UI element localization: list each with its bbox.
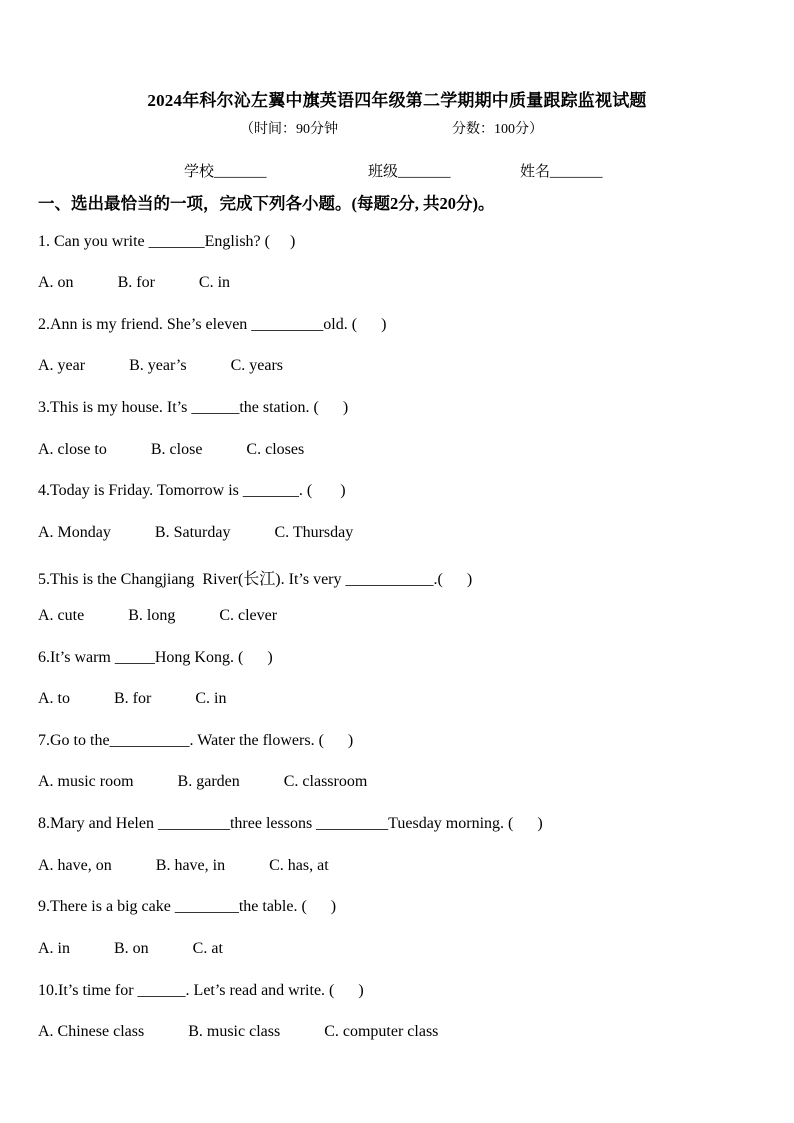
option-a: A. music room <box>38 773 134 790</box>
question-2-options <box>38 357 283 375</box>
option-c: C. at <box>192 940 223 957</box>
question-3-options <box>38 441 304 459</box>
question-5: 5.This is the Changjiang River(长江). It’s very ___________.( ) <box>38 571 473 588</box>
option-c: C. has, at <box>269 857 329 874</box>
option-b: B. close <box>150 441 203 458</box>
question-1: 1. Can you write _______English? ( ) <box>38 233 296 250</box>
option-a: A. have, on <box>38 857 112 874</box>
question-2: 2.Ann is my friend. She’s eleven _________old. ( ) <box>38 316 387 333</box>
option-b: B. year’s <box>129 357 187 374</box>
option-a: A. Monday <box>38 524 111 541</box>
question-4-options <box>38 524 353 542</box>
question-3: 3.This is my house. It’s ______the station. ( ) <box>38 399 349 416</box>
option-c: C. in <box>195 690 227 707</box>
question-5-options <box>38 607 277 625</box>
option-a: A. Chinese class <box>38 1023 145 1040</box>
question-7-options <box>38 773 367 791</box>
option-c: C. Thursday <box>274 524 354 541</box>
option-c: C. computer class <box>324 1023 439 1040</box>
option-b: B. music class <box>188 1023 281 1040</box>
option-a: A. to <box>38 690 70 707</box>
option-c: C. closes <box>246 441 305 458</box>
option-b: B. have, in <box>155 857 226 874</box>
question-4: 4.Today is Friday. Tomorrow is _______. ( ) <box>38 482 346 499</box>
question-10: 10.It’s time for ______. Let’s read and write. ( ) <box>38 982 364 999</box>
class-field: 班级_______ <box>368 164 451 180</box>
name-field: 姓名_______ <box>520 164 603 180</box>
option-a: A. year <box>38 357 86 374</box>
option-b: B. long <box>128 607 176 624</box>
question-6: 6.It’s warm _____Hong Kong. ( ) <box>38 649 273 666</box>
school-field: 学校_______ <box>184 164 267 180</box>
question-7: 7.Go to the__________. Water the flowers. ( ) <box>38 732 354 749</box>
question-1-options <box>38 274 230 292</box>
exam-time: （时间：90分钟 <box>240 122 338 137</box>
option-c: C. in <box>198 274 231 291</box>
option-b: B. garden <box>177 773 240 790</box>
option-a: A. close to <box>38 441 107 458</box>
question-6-options <box>38 690 226 708</box>
option-a: A. cute <box>38 607 85 624</box>
exam-score: 分数：100分） <box>452 122 543 137</box>
question-9-options <box>38 940 223 958</box>
question-8: 8.Mary and Helen _________three lessons _________Tuesday morning. ( ) <box>38 815 543 832</box>
option-b: B. Saturday <box>154 524 231 541</box>
page-title: 2024年科尔沁左翼中旗英语四年级第二学期期中质量跟踪监视试题 <box>147 91 647 110</box>
option-c: C. years <box>230 357 283 374</box>
option-c: C. classroom <box>283 773 368 790</box>
option-b: B. on <box>114 940 149 957</box>
option-a: A. on <box>38 274 74 291</box>
option-b: B. for <box>117 274 155 291</box>
question-9: 9.There is a big cake ________the table. ( ) <box>38 898 337 915</box>
option-a: A. in <box>38 940 70 957</box>
question-8-options <box>38 857 329 875</box>
option-c: C. clever <box>219 607 278 624</box>
question-10-options <box>38 1023 438 1041</box>
section-heading: 一、选出最恰当的一项，完成下列各小题。(每题2分, 共20分)。 <box>38 194 495 213</box>
option-b: B. for <box>114 690 152 707</box>
